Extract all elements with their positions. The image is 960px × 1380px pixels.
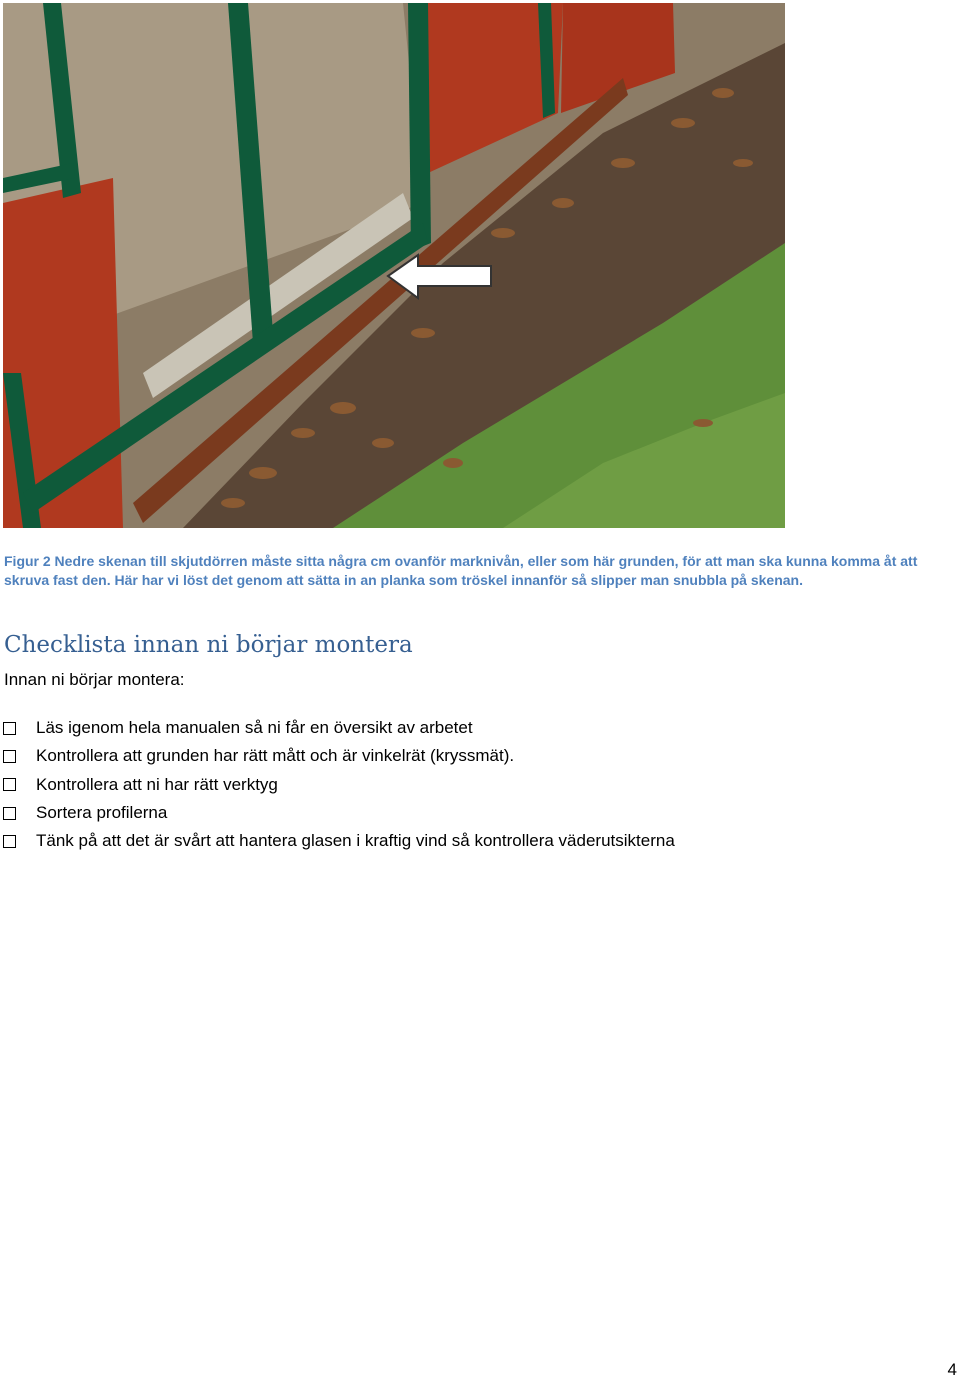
section-heading: Checklista innan ni börjar montera: [4, 632, 413, 658]
checklist-item-text: Sortera profilerna: [36, 803, 168, 823]
section-intro: Innan ni börjar montera:: [4, 670, 185, 689]
checklist-item-text: Kontrollera att grunden har rätt mått och är vinkelrät (kryssmät).: [36, 746, 515, 766]
checklist-item: [0, 714, 675, 742]
greenhouse-photo: [3, 3, 785, 528]
checklist-item-text: Läs igenom hela manualen så ni får en översikt av arbetet: [36, 718, 473, 738]
checklist-item-text: Kontrollera att ni har rätt verktyg: [36, 774, 278, 794]
checklist-item: [0, 799, 675, 827]
page-number: 4: [947, 1360, 957, 1379]
checkbox-icon[interactable]: [3, 750, 16, 763]
checklist-item-text: Tänk på att det är svårt att hantera glasen i kraftig vind så kontrollera väderutsikterna: [36, 831, 675, 851]
figure-caption-label: Figur 2: [4, 553, 51, 569]
checkbox-icon[interactable]: [3, 778, 16, 791]
checklist-item: [0, 742, 675, 770]
checkbox-icon[interactable]: [3, 807, 16, 820]
checklist-item: [0, 827, 675, 855]
figure-caption-text: Nedre skenan till skjutdörren måste sitta några cm ovanför marknivån, eller som här grunden, för att man ska kunna komma åt att skruva fast den. Här har vi löst det genom att sätta in an planka som tröskel innanför så slipper man snubbla på skenan.: [4, 553, 918, 588]
checklist: [0, 714, 675, 855]
figure-caption: [4, 552, 954, 590]
checklist-item: [0, 771, 675, 799]
checkbox-icon[interactable]: [3, 722, 16, 735]
checkbox-icon[interactable]: [3, 835, 16, 848]
